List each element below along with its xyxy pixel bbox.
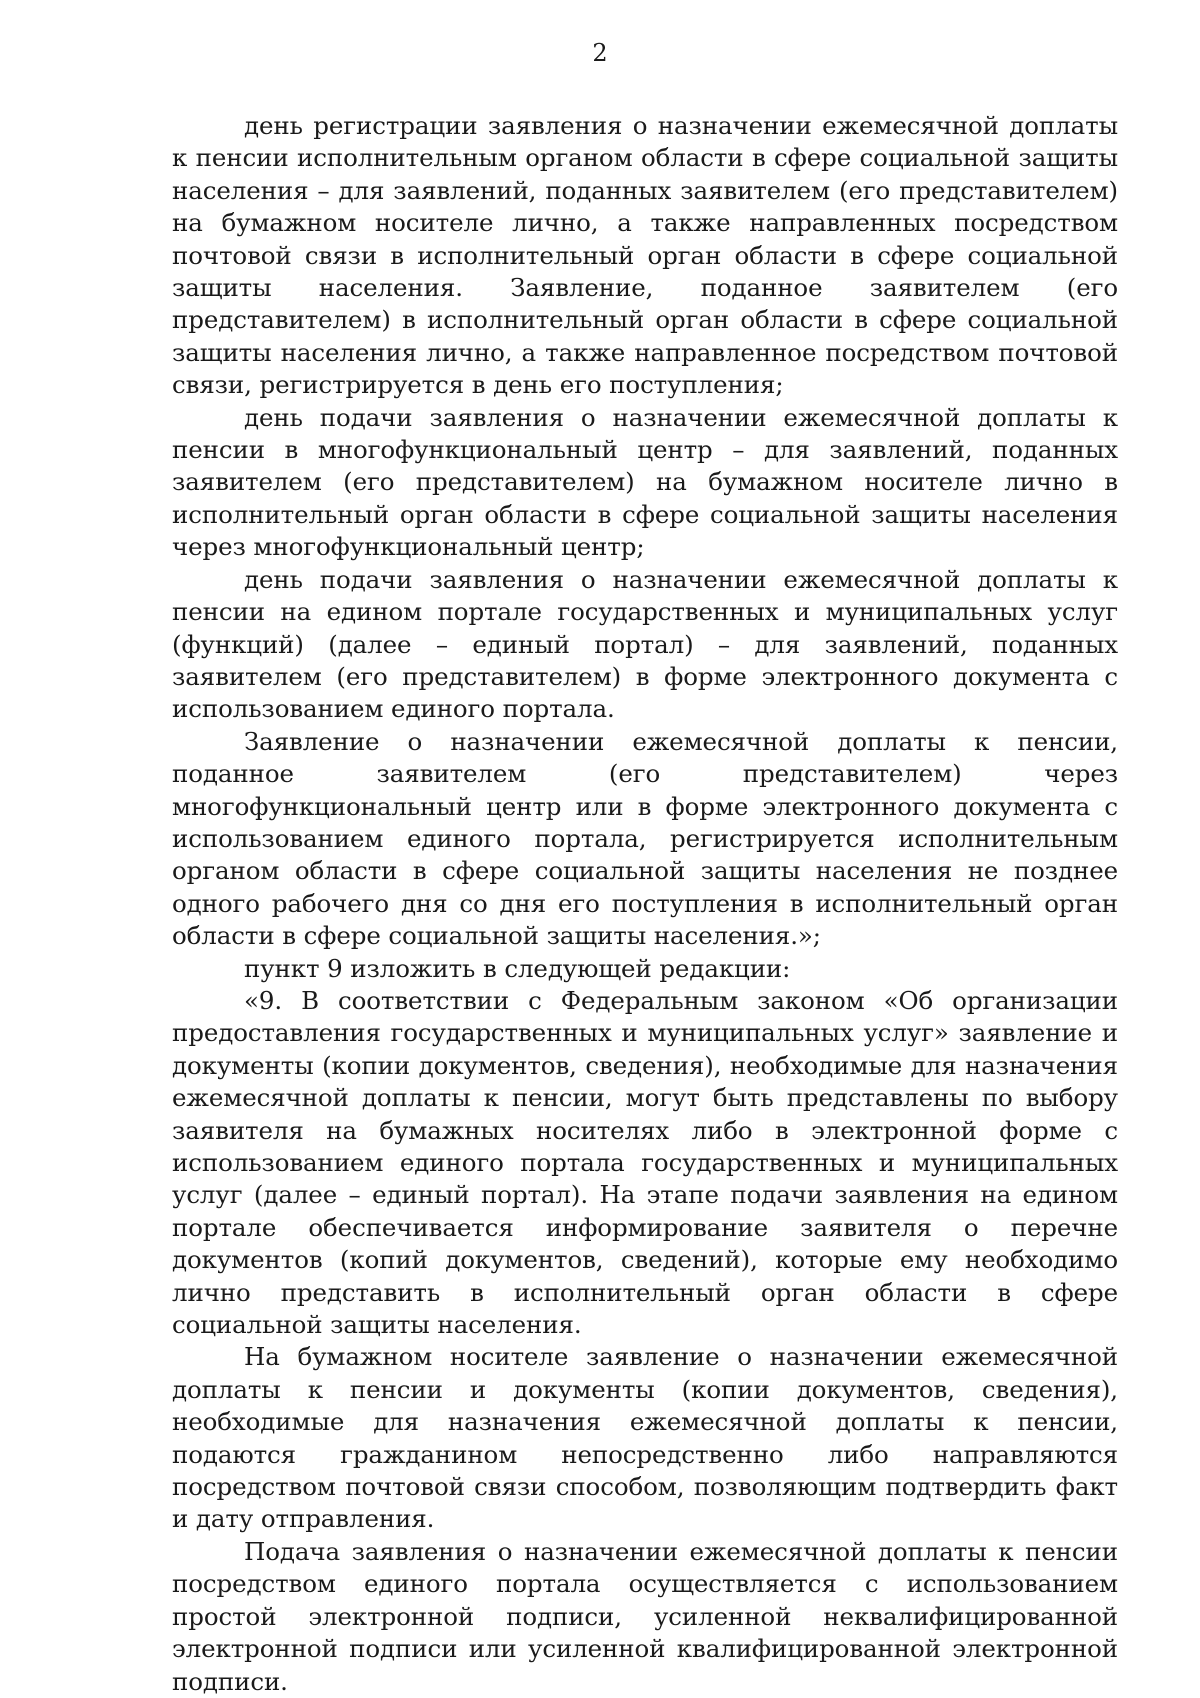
paragraph: На бумажном носителе заявление о назначении ежемесячной доплаты к пенсии и документы (копии документов, сведения), необходимые для назначения ежемесячной доплаты к пенсии, подаются гражданином непосредственно либо направляются посредством почтовой связи способом, позволяющим подтвердить факт и дату отправления. — [172, 1342, 1118, 1534]
paragraph: день подачи заявления о назначении ежемесячной доплаты к пенсии на едином портале государственных и муниципальных услуг (функций) (далее – единый портал) – для заявлений, поданных заявителем (его представителем) в форме электронного документа с использованием единого портала. — [172, 564, 1118, 724]
paragraph: день регистрации заявления о назначении ежемесячной доплаты к пенсии исполнительным органом области в сфере социальной защиты населения – для заявлений, поданных заявителем (его представителем) на бумажном носителе лично, а также направленных посредством почтовой связи в исполнительный орган области в сфере социальной защиты населения. Заявление, поданное заявителем (его представителем) в исполнительный орган области в сфере социальной защиты населения лично, а также направленное посредством почтовой связи, регистрируется в день его поступления; — [172, 111, 1118, 400]
paragraph: Подача заявления о назначении ежемесячной доплаты к пенсии посредством единого портала осуществляется с использованием простой электронной подписи, усиленной неквалифицированной электронной подписи или усиленной квалифицированной электронной подписи. — [172, 1536, 1118, 1696]
paragraph: пункт 9 изложить в следующей редакции: — [244, 953, 791, 983]
document-body — [172, 110, 1118, 1698]
page-number: 2 — [592, 39, 608, 67]
paragraph: Заявление о назначении ежемесячной доплаты к пенсии, поданное заявителем (его представителем) через многофункциональный центр или в форме электронного документа с использованием единого портала, регистрируется исполнительным органом области в сфере социальной защиты населения не позднее одного рабочего дня со дня его поступления в исполнительный орган области в сфере социальной защиты населения.»; — [172, 726, 1118, 951]
paragraph: день подачи заявления о назначении ежемесячной доплаты к пенсии в многофункциональный центр – для заявлений, поданных заявителем (его представителем) на бумажном носителе лично в исполнительный орган области в сфере социальной защиты населения через многофункциональный центр; — [172, 402, 1118, 562]
paragraph: «9. В соответствии с Федеральным законом «Об организации предоставления государственных и муниципальных услуг» заявление и документы (копии документов, сведения), необходимые для назначения ежемесячной доплаты к пенсии, могут быть представлены по выбору заявителя на бумажных носителях либо в электронной форме с использованием единого портала государственных и муниципальных услуг (далее – единый портал). На этапе подачи заявления на едином портале обеспечивается информирование заявителя о перечне документов (копий документов, сведений), которые ему необходимо лично представить в исполнительный орган области в сфере социальной защиты населения. — [172, 985, 1118, 1340]
